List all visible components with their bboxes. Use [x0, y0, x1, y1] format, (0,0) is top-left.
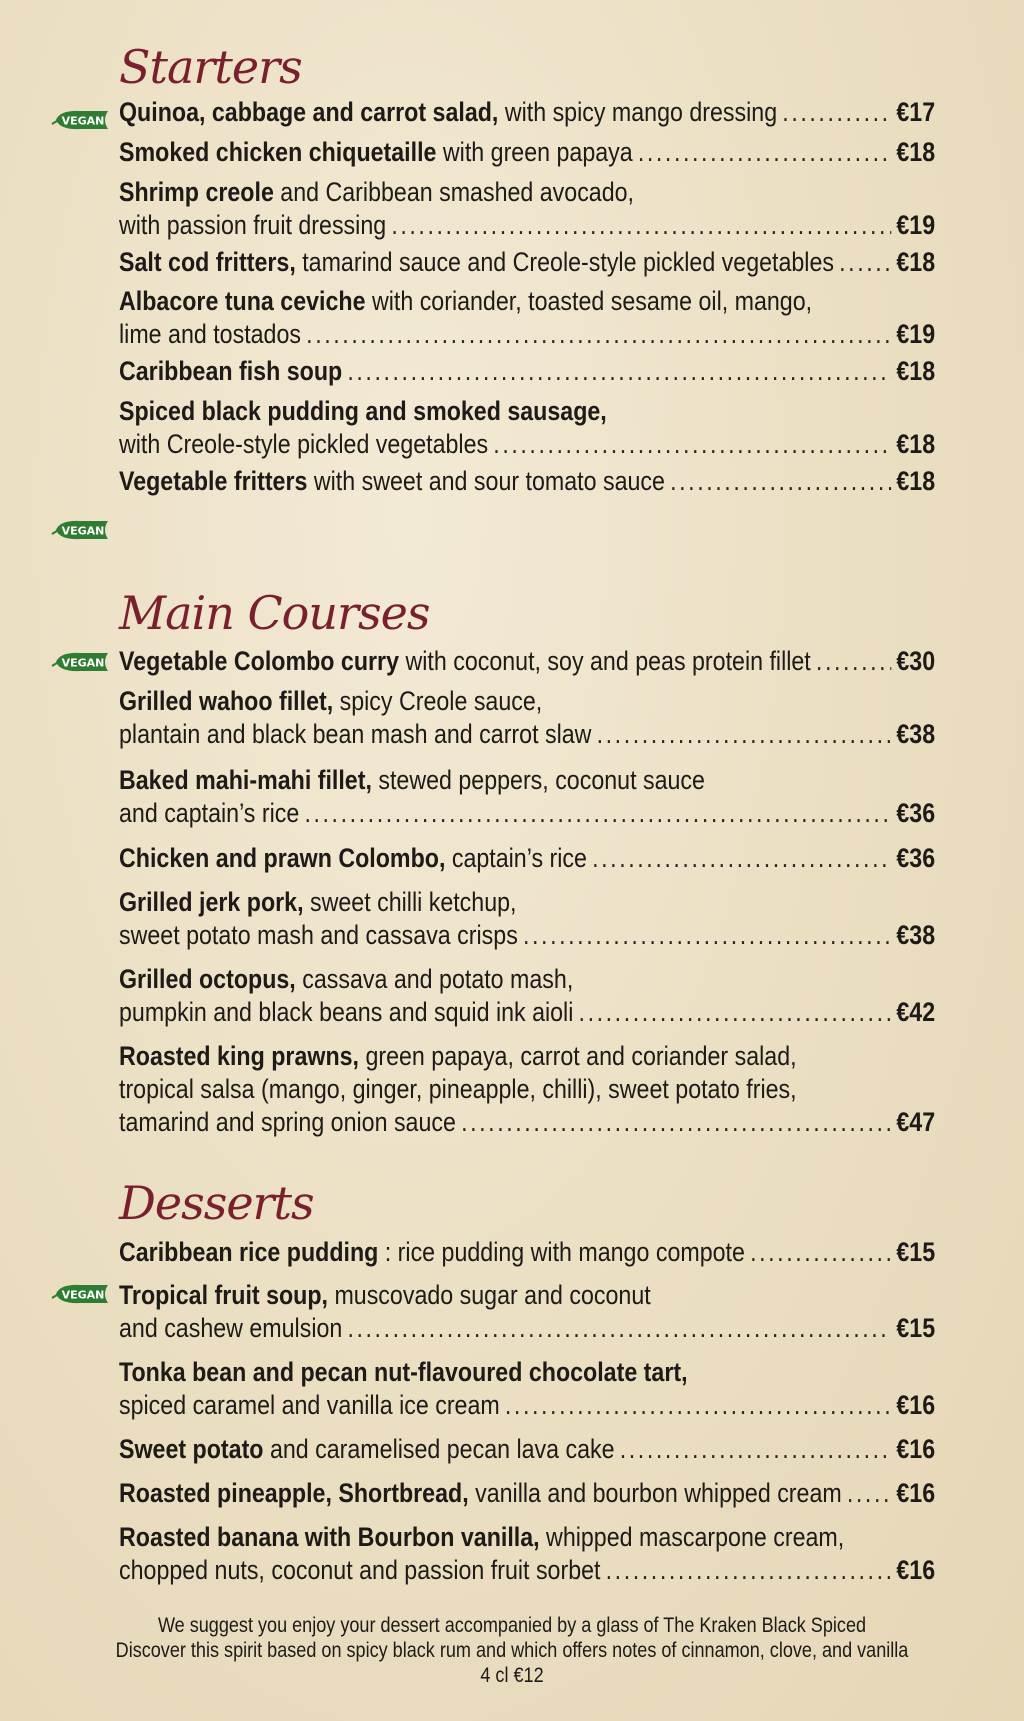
price: €36 [896, 843, 936, 873]
menu-item: Sweet potato and caramelised pecan lava cake ..... €16 [119, 1433, 935, 1466]
menu-item: Grilled jerk pork, sweet chilli ketchup, sweet potato mash and cassava crisps ..... €38 [119, 886, 935, 952]
price: €16 [896, 1434, 936, 1464]
price: €38 [896, 920, 936, 950]
svg-text:VEGAN: VEGAN [61, 114, 105, 128]
price: €16 [896, 1555, 936, 1585]
price: €47 [896, 1107, 936, 1137]
menu-item: Spiced black pudding and smoked sausage, with Creole-style pickled vegetables ..... €18 [119, 395, 935, 461]
menu-item: Roasted king prawns, green papaya, carrot and coriander salad, tropical salsa (mango, ginger, pineapple, chilli), sweet potato fries, tamarind and spring onion sauce ..... €47 [119, 1040, 935, 1139]
menu-item: Grilled octopus, cassava and potato mash, pumpkin and black beans and squid ink aioli ..... €42 [119, 963, 935, 1029]
price: €36 [896, 798, 936, 828]
price: €30 [896, 646, 936, 676]
price: €18 [896, 466, 936, 496]
svg-text:VEGAN: VEGAN [61, 656, 105, 670]
menu-item: Roasted pineapple, Shortbread, vanilla and bourbon whipped cream ..... €16 [119, 1477, 935, 1510]
svg-text:VEGAN: VEGAN [61, 524, 105, 538]
price: €42 [896, 997, 936, 1027]
footer-line-1: We suggest you enjoy your dessert accompanied by a glass of The Kraken Black Spiced [157, 1614, 867, 1637]
menu-item: Smoked chicken chiquetaille with green papaya ..... €18 [119, 136, 935, 169]
vegan-badge-icon [50, 518, 111, 542]
price: €17 [896, 97, 936, 127]
menu-item: Salt cod fritters, tamarind sauce and Creole-style pickled vegetables ..... €18 [119, 246, 935, 279]
menu-item: Roasted banana with Bourbon vanilla, whipped mascarpone cream, chopped nuts, coconut and passion fruit sorbet ..... €16 [119, 1521, 935, 1587]
section-title-desserts: Desserts [119, 1176, 314, 1230]
menu-item: Shrimp creole and Caribbean smashed avocado, with passion fruit dressing ..... €19 [119, 176, 935, 242]
menu-item: Quinoa, cabbage and carrot salad, with spicy mango dressing ..... €17 [119, 96, 935, 129]
footer-note [72, 1613, 953, 1688]
price: €18 [896, 429, 936, 459]
price: €15 [896, 1237, 936, 1267]
menu-item: Vegetable Colombo curry with coconut, soy and peas protein fillet ..... €30 [119, 645, 935, 678]
price: €19 [896, 210, 936, 240]
vegan-badge-icon [50, 108, 111, 132]
menu-item: Grilled wahoo fillet, spicy Creole sauce, plantain and black bean mash and carrot slaw ..... €38 [119, 685, 935, 751]
menu-item: Chicken and prawn Colombo, captain’s rice ..... €36 [119, 842, 935, 875]
price: €15 [896, 1313, 936, 1343]
menu-item: Caribbean rice pudding : rice pudding with mango compote ..... €15 [119, 1236, 935, 1269]
section-title-main-courses: Main Courses [119, 586, 430, 640]
menu-item: Tropical fruit soup, muscovado sugar and coconut and cashew emulsion ..... €15 [119, 1279, 935, 1345]
price: €38 [896, 719, 936, 749]
footer-line-2: Discover this spirit based on spicy black rum and which offers notes of cinnamon, clove, and vanilla [115, 1639, 909, 1662]
menu-item: Caribbean fish soup ..... €18 [119, 355, 935, 388]
vegan-badge-icon [50, 650, 111, 674]
price: €18 [896, 137, 936, 167]
menu-item: Tonka bean and pecan nut-flavoured chocolate tart, spiced caramel and vanilla ice cream ..... €16 [119, 1356, 935, 1422]
price: €18 [896, 247, 936, 277]
vegan-badge-icon [50, 1282, 111, 1306]
section-title-starters: Starters [119, 40, 302, 94]
price: €16 [896, 1478, 936, 1508]
price: €16 [896, 1390, 936, 1420]
menu-item: Albacore tuna ceviche with coriander, toasted sesame oil, mango, lime and tostados ..... €19 [119, 285, 935, 351]
menu-item: Vegetable fritters with sweet and sour tomato sauce ..... €18 [119, 465, 935, 498]
footer-line-3: 4 cl €12 [480, 1664, 544, 1687]
svg-text:VEGAN: VEGAN [61, 1288, 105, 1302]
price: €19 [896, 319, 936, 349]
price: €18 [896, 356, 936, 386]
menu-item: Baked mahi-mahi fillet, stewed peppers, coconut sauce and captain’s rice ..... €36 [119, 764, 935, 830]
